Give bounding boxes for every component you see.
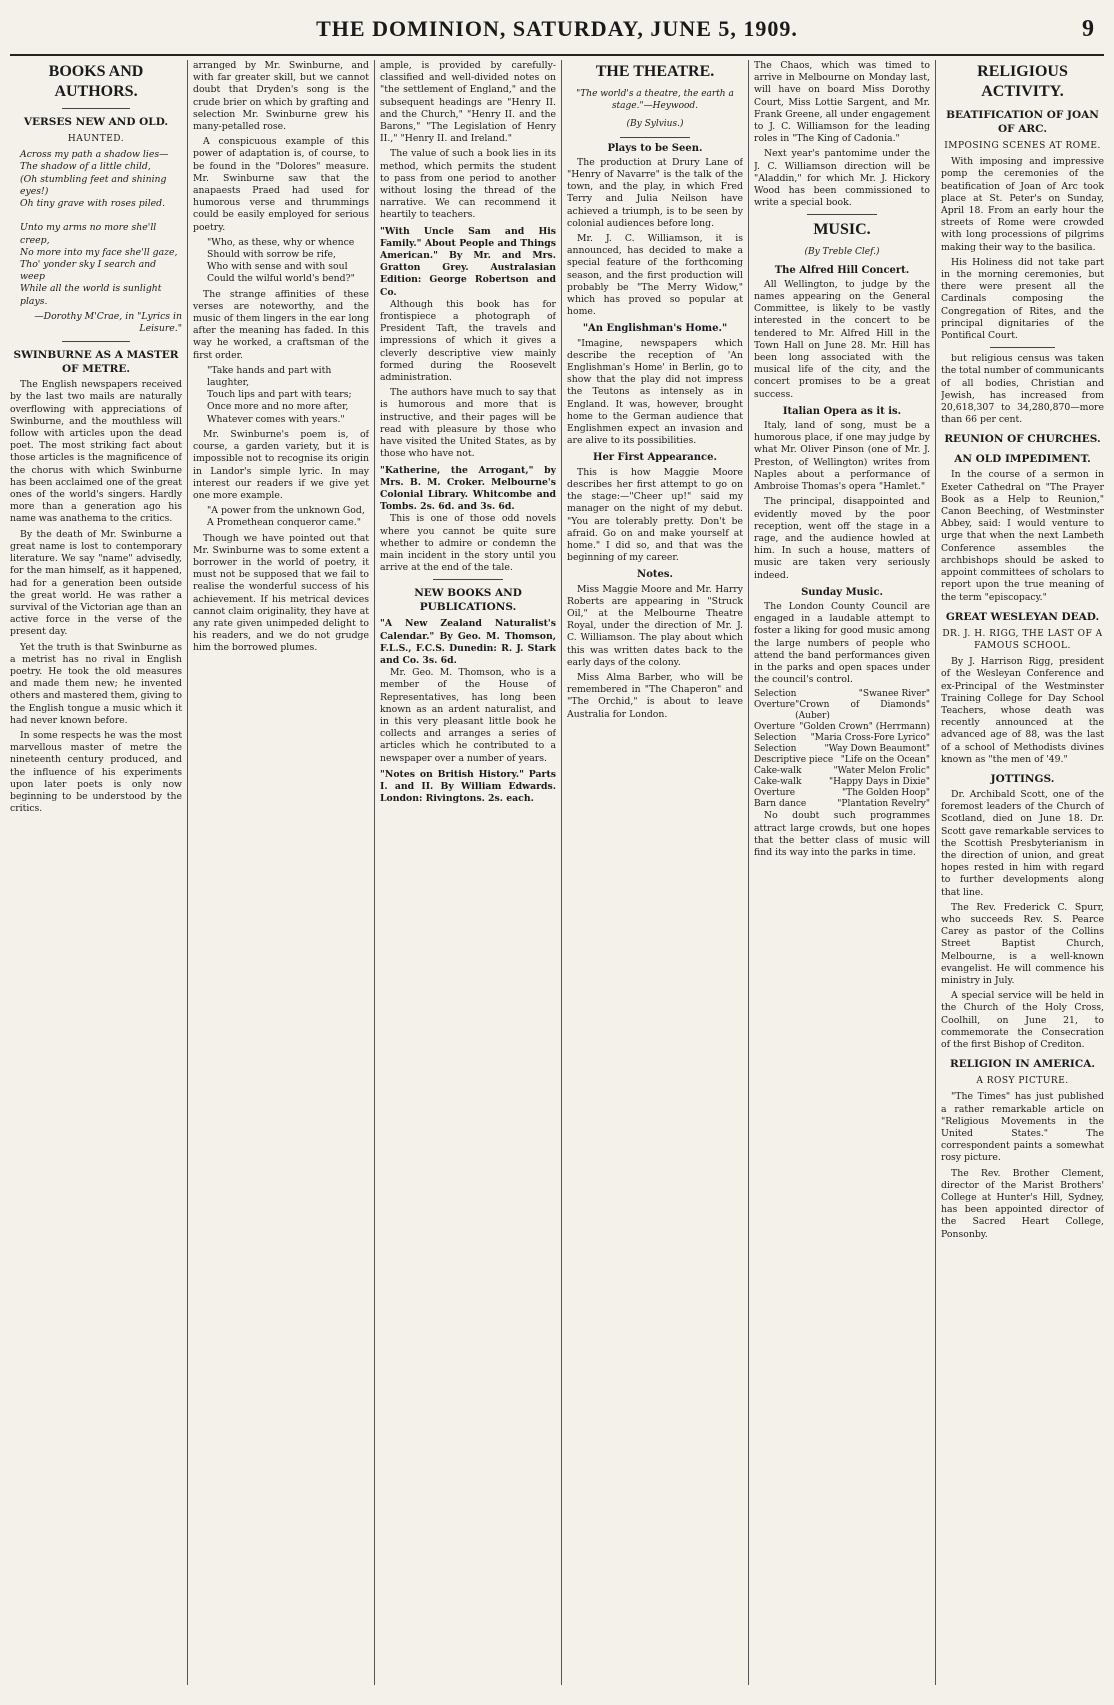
- section-title-books: BOOKS AND AUTHORS.: [48, 63, 144, 100]
- article-paragraph: The strange affinities of these verses are noteworthy, and the music of them lingers in the ear long after the meaning has faded. In this way he worked, a craftsman of the first order.: [193, 288, 369, 361]
- review-paragraph: Mr. Geo. M. Thomson, who is a member of the House of Representatives, has long been known as an ardent naturalist, and in this very pleasant little book he collects and arranges a series of articles which he contributed to a newspaper over a number of years.: [380, 667, 556, 764]
- religious-paragraph: but religious census was taken the total number of communicants of all bodies, Christian and Jewish, has increased from 20,618,307 to 34,280,870—more than 66 per cent.: [941, 353, 1104, 426]
- religious-subhead: JOTTINGS.: [990, 772, 1055, 785]
- review-paragraph: ample, is provided by carefully-classified and well-divided notes on "the settlement of England," and the subsequent headings are "Henry II. and the Church," "Henry II. and the Barons," "The Legislation of Henry II.," "Henry II. and Ireland.": [380, 60, 556, 145]
- section-title-religious: RELIGIOUS ACTIVITY.: [977, 63, 1068, 100]
- band-programme: [754, 689, 930, 810]
- column-swinburne-continued: [193, 60, 369, 1685]
- religious-paragraph: Dr. Archibald Scott, one of the foremost leaders of the Church of Scotland, died on June 18. Dr. Scott gave remarkable services to the Scottish Presbyterianism in the direction of union, and great hopes rested in him with regard to further developments along that line.: [941, 788, 1104, 898]
- theatre-subhead: Plays to be Seen.: [607, 142, 703, 154]
- quoted-verse: "A power from the unknown God, A Promethean conqueror came.": [207, 505, 365, 529]
- quoted-verse: "Take hands and part with laughter, Touch lips and part with tears; Once more and no more after, Whatever comes with years.": [207, 364, 352, 425]
- poem-heading: VERSES NEW AND OLD.: [23, 116, 169, 128]
- programme-row: Overture "Golden Crown" (Herrmann): [754, 722, 930, 733]
- programme-row: Overture "Crown of Diamonds" (Auber): [754, 700, 930, 722]
- column-theatre: [567, 60, 743, 1685]
- religious-paragraph: The Rev. Frederick C. Spurr, who succeeds Rev. S. Pearce Carey as pastor of the Collins Street Baptist Church, Melbourne, is a well-known evangelist. He will commence his ministry in July.: [941, 901, 1104, 986]
- theatre-subhead: Notes.: [637, 569, 673, 581]
- programme-row: Descriptive piece "Life on the Ocean": [754, 755, 930, 766]
- article-paragraph: A conspicuous example of this power of adaptation is, of course, to be found in the "Dolores" measure. Mr. Swinburne saw that the anapaests Praed had used for humorous verse and thrummings could be easily employed for serious poetry.: [193, 136, 369, 233]
- music-paragraph: Italy, land of song, must be a humorous place, if one may judge by what Mr. Oliver Pinson (one of Mr. J. Preston, of Wellington) writes from Naples about a performance of Ambroise Thomas's opera "Hamlet.": [754, 420, 930, 493]
- column-books-and-authors: [10, 60, 182, 1685]
- column-book-reviews: [380, 60, 556, 1685]
- review-paragraph: The value of such a book lies in its method, which permits the student to pass from one period to another without losing the thread of the narrative. We can recommend it heartily to teachers.: [380, 148, 556, 221]
- religious-paragraph: A special service will be held in the Church of the Holy Cross, Coolhill, on June 21, to commemorate the Consecration of the first Bishop of Crediton.: [941, 990, 1104, 1050]
- music-subhead: Sunday Music.: [801, 586, 883, 598]
- book-entry: "A New Zealand Naturalist's Calendar." By Geo. M. Thomson, F.L.S., F.C.S. Dunedin: R. J. Stark and Co. 3s. 6d.: [380, 618, 556, 666]
- column-rule: [561, 60, 562, 1685]
- religious-subhead: REUNION OF CHURCHES.: [944, 433, 1101, 446]
- essay-paragraph: The English newspapers received by the last two mails are naturally overflowing with appreciations of Swinburne, and the mouthless will follow with articles upon the dead poet. The most striking fact about those articles is the magnificence of the chorus with which Swinburne has been acclaimed one of the great ones of the world's singers. Hardly more than a generation ago his name was anathema to the critics.: [10, 379, 182, 525]
- book-entry: "Notes on British History." Parts I. and II. By William Edwards. London: Rivingtons. 2s. each.: [380, 768, 556, 805]
- religious-subhead: RELIGION IN AMERICA.: [949, 1058, 1096, 1071]
- religious-small-head: DR. J. H. RIGG, THE LAST OF A FAMOUS SCHOOL.: [942, 628, 1103, 651]
- programme-row: Selection "Way Down Beaumont": [754, 744, 930, 755]
- column-rule: [374, 60, 375, 1685]
- review-paragraph: The authors have much to say that is humorous and more that is instructive, and their pages will be read with pleasure by those who have visited the United States, as by those who have not.: [380, 387, 556, 460]
- programme-row: Overture "The Golden Hoop": [754, 788, 930, 799]
- poem-credit: —Dorothy M'Crae, in "Lyrics in Leisure.": [34, 310, 182, 335]
- religious-paragraph: By J. Harrison Rigg, president of the Wesleyan Conference and ex-Principal of the Westminster Training College for Day School Teachers, whose death was recently announced at the advanced age of 88, was the last of a school of Methodists divines known as "the men of '49.": [941, 656, 1104, 765]
- masthead: [10, 10, 1104, 56]
- essay-paragraph: By the death of Mr. Swinburne a great name is lost to contemporary literature. We say "name" advisedly, for the man himself, as it happened, had for a generation been outside the great world. He was rather a survival of the Victorian age than an active force in the verse of the present day.: [10, 528, 182, 638]
- religious-paragraph: The Rev. Brother Clement, director of the Marist Brothers' College at Hunter's Hill, Sydney, has been appointed director of the Sacred Heart College, Ponsonby.: [941, 1167, 1104, 1240]
- religious-subhead: BEATIFICATION OF JOAN OF ARC.: [946, 109, 1099, 135]
- masthead-title: THE DOMINION, SATURDAY, JUNE 5, 1909.: [316, 16, 798, 41]
- article-paragraph: Mr. Swinburne's poem is, of course, a garden variety, but it is impossible not to recognise its origin in Landor's simple lyric. In may interest our readers if we give yet one more example.: [193, 428, 369, 501]
- programme-row: Barn dance "Plantation Revelry": [754, 799, 930, 810]
- essay-paragraph: In some respects he was the most marvellous master of metre the nineteenth century produced, and the influence of his experiments upon later poets is only now beginning to be understood by the critics.: [10, 729, 182, 815]
- music-byline: (By Treble Clef.): [804, 247, 880, 258]
- programme-row: Cake-walk "Happy Days in Dixie": [754, 777, 930, 788]
- music-subhead: Italian Opera as it is.: [782, 405, 902, 417]
- theatre-paragraph: Miss Alma Barber, who will be remembered in "The Chaperon" and "The Orchid," is about to leave Australia for London.: [567, 671, 743, 720]
- religious-paragraph: His Holiness did not take part in the morning ceremonies, but there were present all the Cardinals composing the Congregation of Rites, and the principal dignitaries of the Pontifical Court.: [941, 256, 1104, 342]
- programme-row: Cake-walk "Water Melon Frolic": [754, 766, 930, 777]
- music-paragraph: The London County Council are engaged in a laudable attempt to foster a liking for good music among the large numbers of people who attend the band performances given in the parks and open spaces under the council's control.: [754, 600, 930, 686]
- religious-paragraph: With imposing and impressive pomp the ceremonies of the beatification of Joan of Arc took place at St. Peter's on Sunday, April 18. From an early hour the streets of Rome were crowded with long processions of pilgrims making their way to the basilica.: [941, 156, 1104, 253]
- theatre-subhead: "An Englishman's Home.": [582, 323, 728, 335]
- music-paragraph: All Wellington, to judge by the names appearing on the General Committee, is likely to be vastly interested in the concert to be tendered to Mr. Alfred Hill in the Town Hall on June 28. Mr. Hill has been long associated with the musical life of the city, and the concert promises to be a great success.: [754, 278, 930, 400]
- religious-subhead: GREAT WESLEYAN DEAD.: [945, 610, 1100, 623]
- section-title-theatre: THE THEATRE.: [595, 63, 715, 80]
- columns: [10, 60, 1104, 1685]
- newspaper-page: [10, 10, 1104, 1685]
- religious-paragraph: In the course of a sermon in Exeter Cathedral on "The Prayer Book as a Help to Reunion," Canon Beeching, of Westminster Abbey, said: I would venture to urge that when the next Lambeth Conference assembles the archbishops should be asked to appoint committees of scholars to report upon the true meaning of the term "episcopacy.": [941, 469, 1104, 603]
- section-title-music: MUSIC.: [813, 221, 871, 239]
- poem-text: Across my path a shadow lies— The shadow of a little child, (Oh stumbling feet and shining eyes!) Oh tiny grave with roses piled. Unto my arms no more she'll creep, No more into my face she'll gaze, Tho' yonder sky I search and weep While all the world is sunlight plays.: [20, 149, 178, 307]
- theatre-paragraph: Next year's pantomime under the J. C. Williamson direction will be "Aladdin," for which Mr. J. Hickory Wood has been commissioned to write a special book.: [754, 148, 930, 209]
- column-music: [754, 60, 930, 1685]
- new-books-heading: NEW BOOKS AND PUBLICATIONS.: [414, 587, 522, 614]
- theatre-epigraph: "The world's a theatre, the earth a stage."—Heywood.: [576, 89, 734, 112]
- essay-paragraph: Yet the truth is that Swinburne as a metrist has no rival in English poetry. He took the old measures and made them new; he invented others and mastered them, giving to the English tongue a music which it had never known before.: [10, 641, 182, 726]
- religious-paragraph: "The Times" has just published a rather remarkable article on "Religious Movements in the United States." The correspondent paints a somewhat rosy picture.: [941, 1091, 1104, 1164]
- religious-small-head: A ROSY PICTURE.: [976, 1076, 1069, 1087]
- book-entry: "Katherine, the Arrogant," by Mrs. B. M. Croker. Melbourne's Colonial Library. Whitcombe and Tombs. 2s. 6d. and 3s. 6d.: [380, 464, 556, 513]
- music-paragraph: No doubt such programmes attract large crowds, but one hopes that the better class of music will find its way into the parks in time.: [754, 810, 930, 858]
- theatre-paragraph: Miss Maggie Moore and Mr. Harry Roberts are appearing in "Struck Oil," at the Melbourne Theatre Royal, under the direction of Mr. J. C. Williamson. The play about which this was written dates back to the early days of the colony.: [567, 583, 743, 668]
- column-rule: [935, 60, 936, 1685]
- book-entry: "With Uncle Sam and His Family." About People and Things American." By Mr. and Mrs. Gratton Grey. Australasian Edition: George Robertson and Co.: [380, 225, 556, 298]
- theatre-paragraph: "Imagine, newspapers which describe the reception of 'An Englishman's Home' in Berlin, go to show that the play did not impress the Teutons as intensely as in England. It was, however, brought home to the German audience that Englishmen expect an invasion and are alive to its possibilities.: [567, 337, 743, 447]
- programme-row: Selection "Swanee River": [754, 689, 930, 700]
- page-number: 9: [1082, 16, 1094, 42]
- religious-small-head: IMPOSING SCENES AT ROME.: [944, 141, 1101, 151]
- review-paragraph: This is one of those odd novels where you cannot be quite sure whether to admire or condemn the main incident in the story until you arrive at the end of the tale.: [380, 513, 556, 574]
- quoted-verse: "Who, as these, why or whence Should with sorrow be rife, Who with sense and with soul Could the wilful world's bend?": [207, 236, 355, 285]
- article-paragraph: arranged by Mr. Swinburne, and with far greater skill, but we cannot doubt that Dryden's song is the crude brier on which by grafting and selection Mr. Swinburne grew his many-petalled rose.: [193, 60, 369, 133]
- theatre-paragraph: Mr. J. C. Williamson, it is announced, has decided to make a special feature of the forthcoming season, and the first production will probably be "The Merry Widow," which has proved so popular at home.: [567, 233, 743, 318]
- theatre-paragraph: The Chaos, which was timed to arrive in Melbourne on Monday last, will have on board Miss Dorothy Court, Miss Lottie Sargent, and Mr. Frank Greene, all under engagement to J. C. Williamson for the leading roles in "The King of Cadonia.": [754, 60, 930, 145]
- theatre-byline: (By Sylvius.): [626, 119, 684, 130]
- music-subhead: The Alfred Hill Concert.: [774, 264, 910, 276]
- column-rule: [187, 60, 188, 1685]
- music-paragraph: The principal, disappointed and evidently moved by the poor reception, went off the stage in a rage, and the audience howled at him. In such a house, matters of music are taken very seriously indeed.: [754, 496, 930, 581]
- poem-title: HAUNTED.: [67, 134, 125, 144]
- review-paragraph: Although this book has for frontispiece a photograph of President Taft, the travels and impressions of which it gives a cleverly descriptive view mainly formed during the Roosevelt administration.: [380, 298, 556, 384]
- column-rule: [748, 60, 749, 1685]
- theatre-paragraph: The production at Drury Lane of "Henry of Navarre" is the talk of the town, and the play, in which Fred Terry and Julia Neilson have achieved a triumph, is to be seen by colonial audiences before long.: [567, 156, 743, 229]
- programme-row: Selection "Maria Cross-Fore Lyrico": [754, 733, 930, 744]
- theatre-subhead: Her First Appearance.: [593, 452, 717, 464]
- religious-subhead: AN OLD IMPEDIMENT.: [954, 453, 1091, 466]
- article-paragraph: Though we have pointed out that Mr. Swinburne was to some extent a borrower in the world of poetry, it must not be supposed that we fail to realise the wonderful success of his achievement. If his metrical devices cannot claim originality, they have at any rate given unimpeded delight to his readers, and we do not grudge him the borrowed plumes.: [193, 532, 369, 654]
- theatre-paragraph: This is how Maggie Moore describes her first attempt to go on the stage:—"Cheer up!" said my manager on the night of my debut. "You are tolerably pretty. Don't be afraid. Go on and make yourself at home." I did so, and that was the beginning of my career.: [567, 466, 743, 564]
- column-religious-activity: [941, 60, 1104, 1685]
- essay-title: SWINBURNE AS A MASTER OF METRE.: [13, 349, 179, 376]
